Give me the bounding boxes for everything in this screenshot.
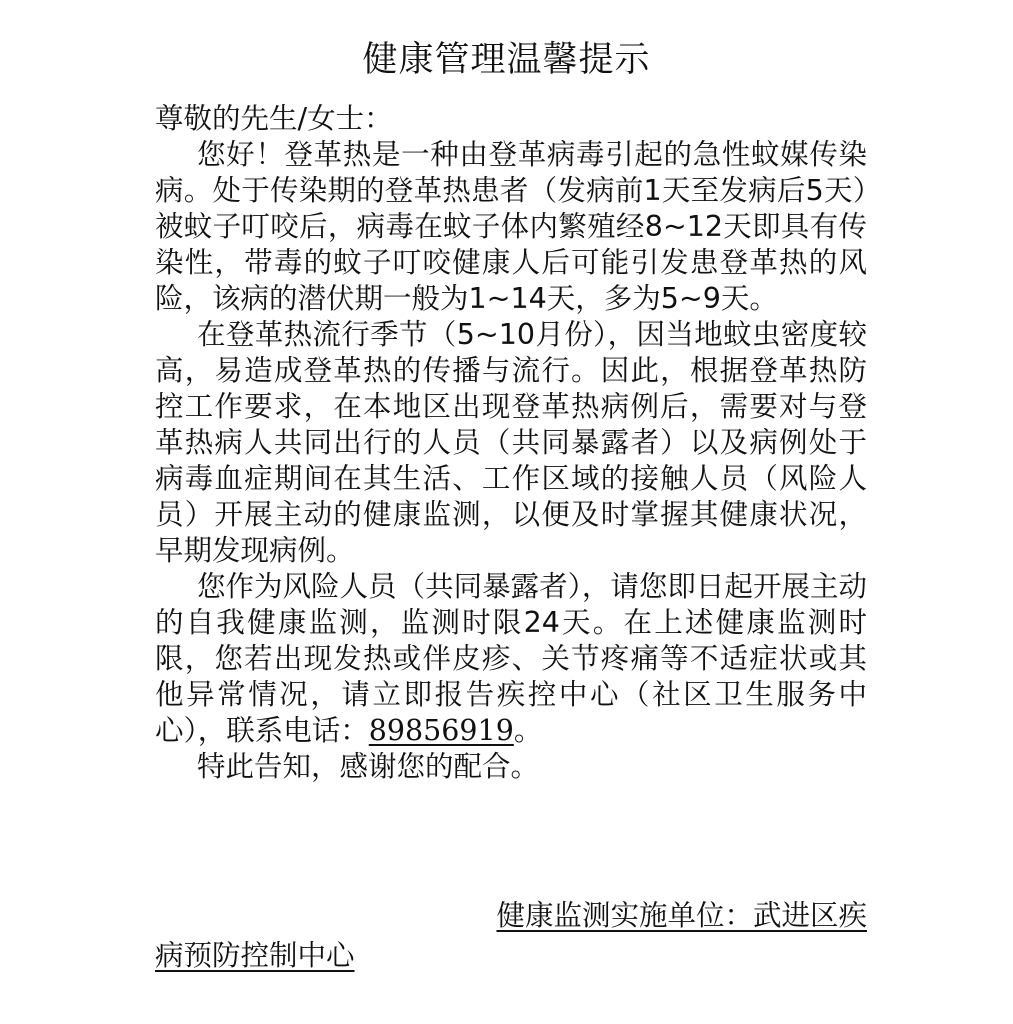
signature-line-2	[155, 936, 867, 976]
signature-unit-part1: 健康监测实施单位：武进区疾	[496, 899, 867, 932]
signature-line-1	[155, 896, 867, 936]
closing-line: 特此告知，感谢您的配合。	[197, 750, 540, 783]
page-title: 健康管理温馨提示	[362, 40, 651, 80]
phone-suffix: 。	[513, 714, 543, 747]
paragraph-monitoring-text: 您作为风险人员（共同暴露者），请您即日起开展主动的自我健康监测，监测时限24天。在上述健康监测时限，您若出现发热或伴皮疹、关节疼痛等不适症状或其他异常情况，请立即报告疾控中心（社区卫生服务中心），联系电话：	[155, 570, 867, 747]
signature-unit-part2: 病预防控制中心	[155, 939, 355, 972]
signature-block	[155, 896, 867, 976]
notice-body	[155, 101, 867, 785]
salutation: 尊敬的先生/女士：	[155, 102, 393, 135]
paragraph-season: 在登革热流行季节（5~10月份），因当地蚊虫密度较高，易造成登革热的传播与流行。因此，根据登革热防控工作要求，在本地区出现登革热病例后，需要对与登革热病人共同出行的人员（共同暴露者）以及病例处于病毒血症期间在其生活、工作区域的接触人员（风险人员）开展主动的健康监测，以便及时掌握其健康状况，早期发现病例。	[155, 318, 867, 567]
contact-phone: 89856919	[368, 714, 514, 747]
paragraph-intro: 您好！登革热是一种由登革病毒引起的急性蚊媒传染病。处于传染期的登革热患者（发病前1天至发病后5天）被蚊子叮咬后，病毒在蚊子体内繁殖经8~12天即具有传染性，带毒的蚊子叮咬健康人后可能引发患登革热的风险，该病的潜伏期一般为1~14天，多为5~9天。	[155, 138, 867, 315]
paragraph-monitoring	[155, 569, 867, 749]
